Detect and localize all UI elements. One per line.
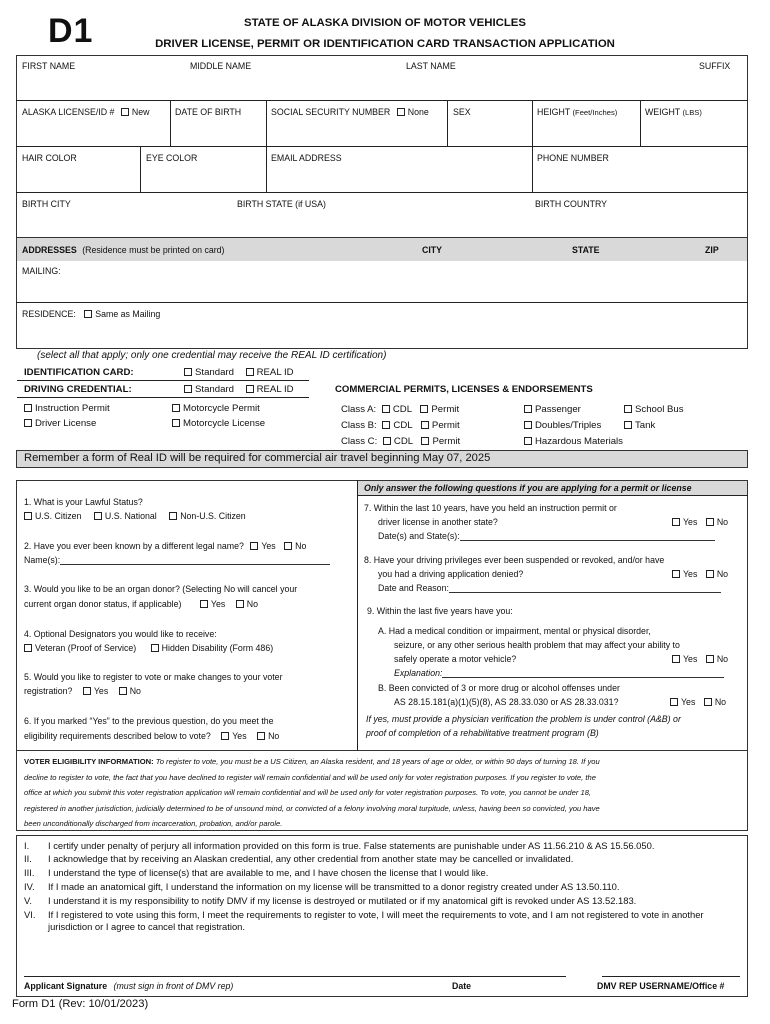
email-field[interactable]: EMAIL ADDRESS (271, 153, 342, 163)
tank-checkbox[interactable] (624, 421, 632, 429)
cert-num: III. (24, 867, 35, 878)
q9a-options (672, 654, 728, 664)
us-citizen-checkbox[interactable] (24, 512, 32, 520)
physician-note-line2: proof of completion of a rehabilitative treatment program (B) (366, 728, 599, 738)
class-c-permit-checkbox[interactable] (421, 437, 429, 445)
permit-only-heading: Only answer the following questions if you are applying for a permit or license (364, 483, 692, 493)
last-name-field[interactable]: LAST NAME (406, 61, 456, 71)
none-label: None (407, 107, 429, 117)
id-real-id-checkbox[interactable] (246, 368, 254, 376)
class-c-cdl-label: CDL (393, 436, 413, 447)
q5-yes-checkbox[interactable] (83, 687, 91, 695)
driving-credential-label: DRIVING CREDENTIAL: (24, 384, 132, 395)
height-field[interactable] (537, 107, 617, 117)
cert-num: VI. (24, 909, 36, 920)
height-unit: (Feet/Inches) (572, 108, 618, 117)
id-standard-label: Standard (195, 367, 234, 378)
driver-license-checkbox[interactable] (24, 419, 32, 427)
cert-num: IV. (24, 881, 35, 892)
city-column-label: CITY (422, 245, 443, 255)
q9b-text-line1: B. Been convicted of 3 or more drug or alcohol offenses under (378, 683, 620, 693)
class-b-cdl-checkbox[interactable] (382, 421, 390, 429)
q8-text-line1: 8. Have your driving privileges ever been suspended or revoked, and/or have (364, 555, 665, 565)
agency-title: STATE OF ALASKA DIVISION OF MOTOR VEHICLES (243, 17, 527, 29)
applicant-signature-line[interactable] (24, 976, 566, 977)
new-label: New (131, 107, 150, 117)
residence-label: RESIDENCE: (22, 309, 76, 319)
q2-no-checkbox[interactable] (284, 542, 292, 550)
school-bus-label: School Bus (635, 404, 684, 415)
q8-yes-checkbox[interactable] (672, 570, 680, 578)
cert-text: I understand it is my responsibility to notify DMV if my license is destroyed or mutilated or if my anatomical gift is revoked under AS 13.52.183. (48, 895, 637, 906)
q9b-no-label: No (714, 697, 727, 707)
class-b-permit-label: Permit (431, 420, 460, 431)
q9-text: 9. Within the last five years have you: (367, 606, 513, 616)
q9a-no-checkbox[interactable] (706, 655, 714, 663)
birth-country-field[interactable]: BIRTH COUNTRY (535, 199, 608, 209)
q7-dates-label: Date(s) and State(s): (378, 531, 460, 541)
q2-no-label: No (295, 541, 307, 551)
birth-state-field[interactable]: BIRTH STATE (if USA) (237, 199, 326, 209)
driving-real-id-label: REAL ID (256, 384, 294, 395)
us-national-checkbox[interactable] (94, 512, 102, 520)
q8-reason-field[interactable] (378, 583, 721, 593)
class-a-cdl-checkbox[interactable] (382, 405, 390, 413)
q8-yes-label: Yes (683, 569, 698, 579)
same-as-mailing-label: Same as Mailing (95, 309, 161, 319)
motorcycle-license-checkbox[interactable] (172, 419, 180, 427)
driver-license-label: Driver License (35, 418, 97, 429)
motorcycle-license-option[interactable] (172, 418, 265, 429)
ssn-label: SOCIAL SECURITY NUMBER (271, 107, 391, 117)
school-bus-option[interactable] (624, 404, 684, 415)
hair-color-field[interactable]: HAIR COLOR (22, 153, 77, 163)
q6-yes-label: Yes (232, 731, 247, 741)
q9a-text-line2: seizure, or any other serious health problem that may affect your ability to (394, 640, 680, 650)
sex-field[interactable]: SEX (453, 107, 471, 117)
cert-text: If I registered to vote using this form, I meet the requirements to register to vote, I will meet the requirements to vote, and I am not registered to vote in another jurisdiction or I agree to cancel that registration. (48, 909, 704, 933)
weight-field[interactable] (645, 107, 702, 117)
id-card-label: IDENTIFICATION CARD: (24, 367, 134, 378)
q9a-yes-checkbox[interactable] (672, 655, 680, 663)
q4-text: 4. Optional Designators you would like to receive: (24, 629, 217, 639)
hazmat-option[interactable] (524, 436, 623, 447)
q7-text-line2: driver license in another state? (378, 517, 498, 527)
class-b-cdl-label: CDL (393, 420, 413, 431)
non-us-label: Non-U.S. Citizen (180, 511, 246, 521)
zip-column-label: ZIP (705, 245, 719, 255)
class-b-row (341, 420, 460, 431)
q7-dates-field[interactable] (378, 531, 715, 541)
height-label: HEIGHT (537, 107, 571, 117)
voter-line1: VOTER ELIGIBILITY INFORMATION: To register to vote, you must be a US Citizen, an Alaska resident, and 18 years of age or older, or within 90 days of turning 18. If you (24, 757, 600, 766)
applicant-signature-label: Applicant Signature (must sign in front of DMV rep) (24, 981, 234, 991)
doubles-label: Doubles/Triples (535, 420, 602, 431)
q2-yes-checkbox[interactable] (250, 542, 258, 550)
new-checkbox[interactable] (121, 108, 129, 116)
q6-text-line1: 6. If you marked “Yes” to the previous question, do you meet the (24, 716, 274, 726)
q7-yes-checkbox[interactable] (672, 518, 680, 526)
tank-label: Tank (635, 420, 656, 431)
date-label: Date (452, 981, 472, 991)
class-b-permit-checkbox[interactable] (421, 421, 429, 429)
form-title: DRIVER LICENSE, PERMIT OR IDENTIFICATION CARD TRANSACTION APPLICATION (155, 38, 615, 50)
q9a-text-line1: A. Had a medical condition or impairment, mental or physical disorder, (378, 626, 651, 636)
q5-yes-label: Yes (93, 686, 109, 696)
voter-line5: been unconditionally discharged from incarceration, probation, and/or parole. (24, 819, 283, 828)
q1-text: 1. What is your Lawful Status? (24, 497, 143, 507)
us-citizen-label: U.S. Citizen (35, 511, 82, 521)
q7-text-line1: 7. Within the last 10 years, have you held an instruction permit or (364, 503, 617, 513)
tank-option[interactable] (624, 420, 655, 431)
cert-text: I certify under penalty of perjury all information provided on this form is true. False statements are punishable under AS 11.56.210 & AS 15.56.050. (48, 840, 655, 851)
q3-no-label: No (246, 599, 258, 609)
voter-heading: VOTER ELIGIBILITY INFORMATION: (24, 757, 154, 766)
q6-no-label: No (268, 731, 280, 741)
dob-field[interactable]: DATE OF BIRTH (175, 107, 242, 117)
passenger-checkbox[interactable] (524, 405, 532, 413)
class-c-permit-label: Permit (432, 436, 461, 447)
q5-no-checkbox[interactable] (119, 687, 127, 695)
q7-no-label: No (716, 517, 729, 527)
state-column-label: STATE (572, 245, 600, 255)
cert-num: V. (24, 895, 32, 906)
residence-address-field[interactable] (22, 309, 160, 319)
doubles-option[interactable] (524, 420, 601, 431)
addresses-heading: ADDRESSES (Residence must be printed on card) (22, 245, 225, 255)
q5-text-line2: registration? Yes No (24, 686, 141, 696)
q9a-no-label: No (716, 654, 729, 664)
class-b-label: Class B: (341, 420, 377, 431)
q3-text-line1: 3. Would you like to be an organ donor? (Selecting No will cancel your (24, 584, 298, 594)
license-id-field[interactable] (22, 107, 149, 117)
q7-yes-label: Yes (683, 517, 698, 527)
id-real-id-label: REAL ID (256, 367, 294, 378)
class-a-label: Class A: (341, 404, 377, 415)
class-a-permit-checkbox[interactable] (420, 405, 428, 413)
q9b-no-checkbox[interactable] (704, 698, 712, 706)
hazmat-label: Hazardous Materials (535, 436, 623, 447)
cert-text: If I made an anatomical gift, I understand the information on my license will be transmitted to a donor registry created under AS 13.50.110. (48, 881, 620, 892)
voter-line2: decline to register to vote, the fact that you have declined to register will remain confidential and will be used only for voter registration purposes. If you register to vote, the (24, 773, 596, 782)
passenger-label: Passenger (535, 404, 581, 415)
instruction-permit-label: Instruction Permit (35, 403, 110, 414)
cert-text: I understand the type of license(s) that are available to me, and I have chosen the license that I would like. (48, 867, 489, 878)
applicant-signature-note: (must sign in front of DMV rep) (113, 981, 234, 991)
passenger-option[interactable] (524, 404, 581, 415)
q3-yes-label: Yes (210, 599, 226, 609)
veteran-label: Veteran (Proof of Service) (35, 643, 137, 653)
q6-text-line2: eligibility requirements described below to vote? Yes No (24, 731, 280, 741)
us-national-label: U.S. National (104, 511, 157, 521)
class-a-permit-label: Permit (431, 404, 460, 415)
birth-city-field[interactable]: BIRTH CITY (22, 199, 71, 209)
form-revision: Form D1 (Rev: 10/01/2023) (12, 998, 149, 1010)
class-c-row (341, 436, 460, 447)
school-bus-checkbox[interactable] (624, 405, 632, 413)
q3-no-checkbox[interactable] (236, 600, 244, 608)
dmv-rep-label: DMV REP USERNAME/Office # (597, 981, 725, 991)
q1-options (24, 511, 246, 521)
q8-no-label: No (716, 569, 729, 579)
q2-text: 2. Have you ever been known by a different legal name? Yes No (24, 541, 307, 551)
q9b-yes-checkbox[interactable] (670, 698, 678, 706)
q6-no-checkbox[interactable] (257, 732, 265, 740)
q9b-yes-label: Yes (681, 697, 696, 707)
motorcycle-permit-label: Motorcycle Permit (183, 403, 260, 414)
driving-standard-label: Standard (195, 384, 234, 395)
credential-note: (select all that apply; only one credential may receive the REAL ID certification) (37, 350, 387, 361)
q8-text-line2: you had a driving application denied? (378, 569, 524, 579)
suffix-field[interactable]: SUFFIX (699, 61, 731, 71)
motorcycle-license-label: Motorcycle License (183, 418, 266, 429)
class-c-label: Class C: (341, 436, 378, 447)
physician-note-line1: If yes, must provide a physician verification the problem is under control (A&B) or (366, 714, 681, 724)
q9b-options (670, 697, 726, 707)
ssn-none-checkbox[interactable] (397, 108, 405, 116)
addresses-note: (Residence must be printed on card) (82, 245, 225, 255)
ssn-field[interactable] (271, 107, 429, 117)
mailing-address-field[interactable]: MAILING: (22, 266, 61, 276)
doubles-checkbox[interactable] (524, 421, 532, 429)
driving-standard-checkbox[interactable] (184, 385, 192, 393)
eye-color-field[interactable]: EYE COLOR (146, 153, 198, 163)
address-box (16, 261, 748, 349)
non-us-checkbox[interactable] (169, 512, 177, 520)
same-as-mailing-checkbox[interactable] (84, 310, 92, 318)
q3-text-line2: current organ donor status, if applicable) Yes No (24, 599, 258, 609)
q8-no-checkbox[interactable] (706, 570, 714, 578)
q9a-explanation-field[interactable] (394, 668, 724, 678)
weight-unit: (LBS) (682, 108, 702, 117)
middle-name-field[interactable]: MIDDLE NAME (190, 61, 252, 71)
hidden-disability-label: Hidden Disability (Form 486) (161, 643, 274, 653)
voter-line4: registered in another jurisdiction, judicially determined to be of unsound mind, or convicted of a felony involving moral turpitude, unless, having been so convicted, you have (24, 804, 600, 813)
q5-text-line1: 5. Would you like to register to vote or make changes to your voter (24, 672, 283, 682)
q8-reason-label: Date and Reason: (378, 583, 449, 593)
q2-names-field[interactable] (24, 555, 330, 565)
dmv-rep-line[interactable] (602, 976, 740, 977)
class-a-row (341, 404, 459, 415)
cert-num: I. (24, 840, 30, 851)
q9b-text-line2: AS 28.15.181(a)(1)(5)(8), AS 28.33.030 or AS 28.33.031? (394, 697, 619, 707)
form-code: D1 (48, 12, 94, 50)
q2-yes-label: Yes (261, 541, 276, 551)
class-c-cdl-checkbox[interactable] (383, 437, 391, 445)
q3-yes-checkbox[interactable] (200, 600, 208, 608)
id-card-options (184, 367, 294, 378)
q7-no-checkbox[interactable] (706, 518, 714, 526)
weight-label: WEIGHT (645, 107, 681, 117)
hazmat-checkbox[interactable] (524, 437, 532, 445)
q9a-yes-label: Yes (683, 654, 698, 664)
real-id-reminder-text: Remember a form of Real ID will be required for commercial air travel beginning May 07, 2025 (24, 452, 491, 464)
motorcycle-permit-option[interactable] (172, 403, 260, 414)
driving-real-id-checkbox[interactable] (246, 385, 254, 393)
cert-num: II. (24, 853, 32, 864)
hidden-disability-checkbox[interactable] (151, 644, 159, 652)
motorcycle-permit-checkbox[interactable] (172, 404, 180, 412)
driving-options (184, 384, 294, 395)
first-name-field[interactable]: FIRST NAME (22, 61, 76, 71)
cert-text: I acknowledge that by receiving an Alaskan credential, any other credential from another state may be cancelled or invalidated. (48, 853, 574, 864)
veteran-checkbox[interactable] (24, 644, 32, 652)
q9a-text-line3: safely operate a motor vehicle? (394, 654, 517, 664)
instruction-permit-option[interactable] (24, 403, 110, 414)
commercial-heading: COMMERCIAL PERMITS, LICENSES & ENDORSEMENTS (335, 384, 593, 395)
id-standard-checkbox[interactable] (184, 368, 192, 376)
instruction-permit-checkbox[interactable] (24, 404, 32, 412)
driver-license-option[interactable] (24, 418, 96, 429)
q9a-explanation-label: Explanation: (394, 668, 443, 678)
voter-line3: office at which you submit this voter registration application will remain confidential and will be used only for voter registration purposes. To vote, you cannot be under 18, (24, 788, 592, 797)
q6-yes-checkbox[interactable] (221, 732, 229, 740)
phone-field[interactable]: PHONE NUMBER (537, 153, 609, 163)
license-id-label: ALASKA LICENSE/ID # (22, 107, 115, 117)
q8-options (672, 569, 728, 579)
q5-no-label: No (129, 686, 141, 696)
class-a-cdl-label: CDL (392, 404, 412, 415)
q4-options (24, 643, 273, 653)
q7-options (672, 517, 728, 527)
q2-names-label: Name(s): (24, 555, 61, 565)
